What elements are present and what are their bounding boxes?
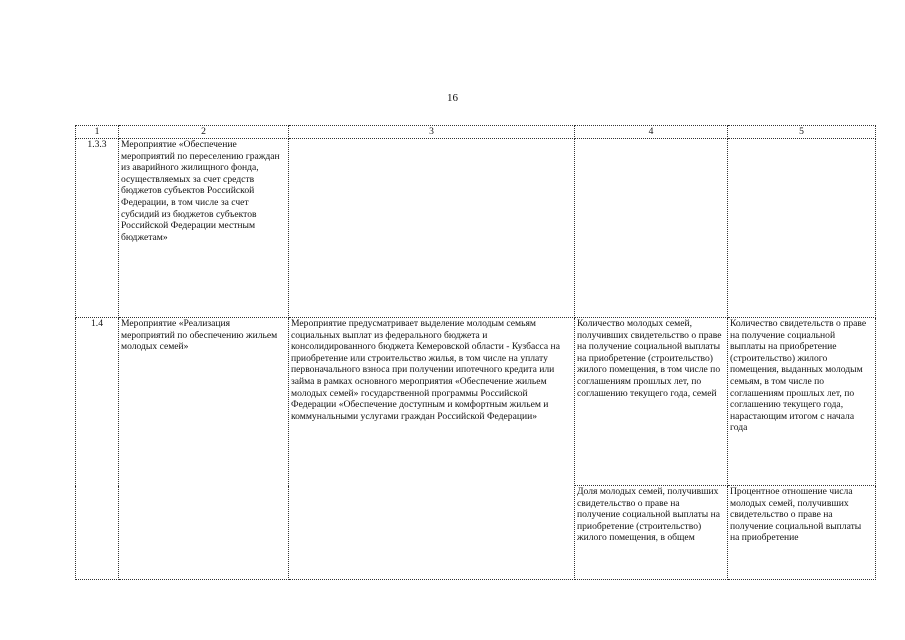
row-number-cell: 1.4 bbox=[76, 318, 119, 580]
metric-cell bbox=[728, 486, 876, 580]
page-number: 16 bbox=[447, 92, 458, 104]
measure-name-cell: Мероприятие «Реализация мероприятий по обеспечению жильем молодых семей» bbox=[119, 318, 289, 580]
indicator-text: Доля молодых семей, получивших свидетельство о праве на получение социальной выплаты на приобретение (строительство) жилого помещения, в общем bbox=[577, 486, 721, 544]
indicator-cell: Количество молодых семей, получивших свидетельство о праве на получение социальной выплаты на приобретение (строительство) жилого помещения, в том числе по соглашениям прошлых лет, по соглашению текущего года, семей bbox=[575, 318, 728, 486]
column-header-1: 1 bbox=[76, 126, 119, 139]
row-number-cell: 1.3.3 bbox=[76, 139, 119, 318]
column-header-5: 5 bbox=[728, 126, 876, 139]
indicator-cell bbox=[575, 139, 728, 318]
measure-description-cell: Мероприятие предусматривает выделение молодым семьям социальных выплат из федерального бюджета и консолидированного бюджета Кемеровской области - Кузбасса на приобретение или строительство жилья, в том числе на уплату первоначального взноса при получении ипотечного кредита или займа в рамках основного мероприятия «Обеспечение жильем молодых семей» государственной программы Российской Федерации «Обеспечение доступным и комфортным жильем и коммунальными услугами граждан Российской Федерации» bbox=[289, 318, 575, 580]
metric-cell: Количество свидетельств о праве на получение социальной выплаты на приобретение (строительство) жилого помещения, выданных молодым семьям, в том числе по соглашениям прошлых лет, по соглашению текущего года, нарастающим итогом с начала года bbox=[728, 318, 876, 486]
metric-text: Процентное отношение числа молодых семей, получивших свидетельство о праве на получение социальной выплаты на приобретение bbox=[730, 486, 862, 544]
column-header-2: 2 bbox=[119, 126, 289, 139]
column-header-4: 4 bbox=[575, 126, 728, 139]
program-measures-table bbox=[75, 125, 876, 580]
table-header-row bbox=[76, 126, 876, 139]
measure-name-cell: Мероприятие «Обеспечение мероприятий по переселению граждан из аварийного жилищного фонда, осуществляемых за счет средств бюджетов субъектов Российской Федерации, в том числе за счет субсидий из бюджетов субъектов Российской Федерации местным бюджетам» bbox=[119, 139, 289, 318]
indicator-cell bbox=[575, 486, 728, 580]
table-row bbox=[76, 318, 876, 486]
measure-description-cell bbox=[289, 139, 575, 318]
column-header-3: 3 bbox=[289, 126, 575, 139]
table-row bbox=[76, 139, 876, 318]
metric-cell bbox=[728, 139, 876, 318]
